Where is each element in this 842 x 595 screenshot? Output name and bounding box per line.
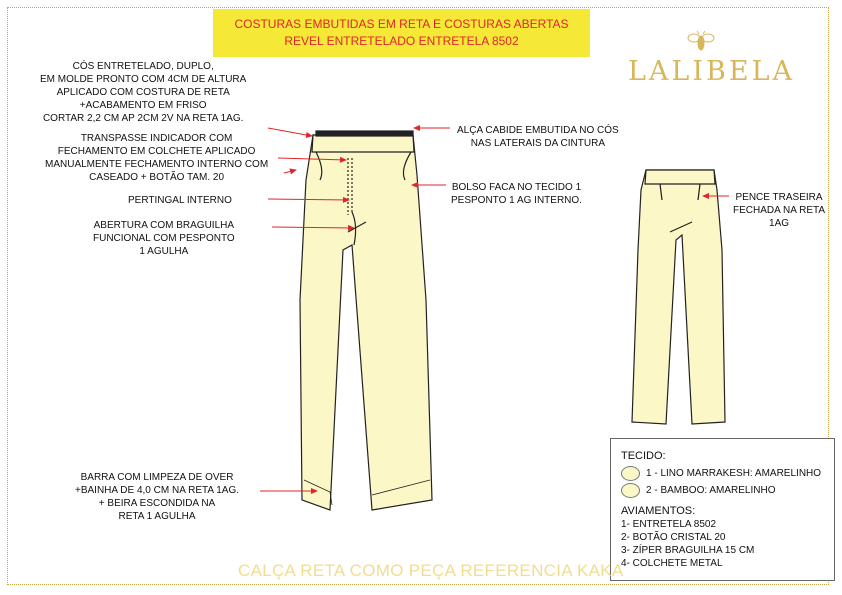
banner-line-1: COSTURAS EMBUTIDAS EM RETA E COSTURAS ABERTAS	[234, 17, 569, 31]
note-barra-line: RETA 1 AGULHA	[118, 511, 196, 522]
footer-caption: CALÇA RETA COMO PEÇA REFERENCIA KAKA	[238, 561, 624, 580]
note-cos-line: CÓS ENTRETELADO, DUPLO,	[72, 61, 214, 72]
aviamento-item: 2- BOTÃO CRISTAL 20	[621, 532, 726, 543]
note-cos-line: +ACABAMENTO EM FRISO	[79, 100, 207, 111]
note-braguilha-line: FUNCIONAL COM PESPONTO	[93, 233, 235, 244]
back-pants-drawing	[632, 170, 725, 424]
aviamento-item: 3- ZÍPER BRAGUILHA 15 CM	[621, 545, 755, 556]
note-pence-line: FECHADA NA RETA	[733, 205, 826, 216]
aviamentos-title: AVIAMENTOS:	[621, 505, 696, 517]
tecido-row	[621, 466, 821, 481]
note-alca-line: NAS LATERAIS DA CINTURA	[470, 138, 605, 149]
tecido-label: 2 - BAMBOO: AMARELINHO	[646, 485, 776, 496]
tecido-row	[621, 483, 775, 498]
aviamento-item: 4- COLCHETE METAL	[621, 558, 723, 569]
tecido-label: 1 - LINO MARRAKESH: AMARELINHO	[646, 468, 822, 479]
note-pence-line: PENCE TRASEIRA	[735, 192, 823, 203]
note-transpasse-line: FECHAMENTO EM COLCHETE APLICADO	[57, 146, 256, 157]
note-cos-line: EM MOLDE PRONTO COM 4CM DE ALTURA	[40, 74, 247, 85]
note-cos-line: APLICADO COM COSTURA DE RETA	[56, 87, 230, 98]
note-barra-line: + BEIRA ESCONDIDA NA	[98, 498, 216, 509]
note-cos-line: CORTAR 2,2 CM AP 2CM 2V NA RETA 1AG.	[42, 113, 244, 124]
note-transpasse-line: TRANSPASSE INDICADOR COM	[80, 133, 233, 144]
tecido-title: TECIDO:	[621, 450, 666, 462]
note-bolso-line: PESPONTO 1 AG INTERNO.	[451, 195, 582, 206]
note-transpasse-line: CASEADO + BOTÃO TAM. 20	[89, 172, 225, 183]
fabric-swatch-icon	[621, 483, 640, 498]
note-barra-line: +BAINHA DE 4,0 CM NA RETA 1AG.	[75, 485, 240, 496]
note-pertingal-line: PERTINGAL INTERNO	[128, 195, 232, 206]
front-pants-drawing	[300, 131, 432, 510]
fabric-swatch-icon	[621, 466, 640, 481]
note-pence-line: 1AG	[769, 218, 790, 229]
note-bolso-line: BOLSO FACA NO TECIDO 1	[451, 182, 582, 193]
brand-logo: LALIBELA	[628, 56, 796, 87]
materials-legend	[610, 438, 835, 581]
note-alca-line: ALÇA CABIDE EMBUTIDA NO CÓS	[457, 125, 619, 136]
banner-line-2: REVEL ENTRETELADO ENTRETELA 8502	[284, 34, 519, 48]
note-braguilha-line: 1 AGULHA	[139, 246, 189, 257]
note-transpasse-line: MANUALMENTE FECHAMENTO INTERNO COM	[45, 159, 269, 170]
aviamento-item: 1- ENTRETELA 8502	[621, 519, 717, 530]
note-barra-line: BARRA COM LIMPEZA DE OVER	[80, 472, 234, 483]
note-braguilha-line: ABERTURA COM BRAGUILHA	[93, 220, 235, 231]
